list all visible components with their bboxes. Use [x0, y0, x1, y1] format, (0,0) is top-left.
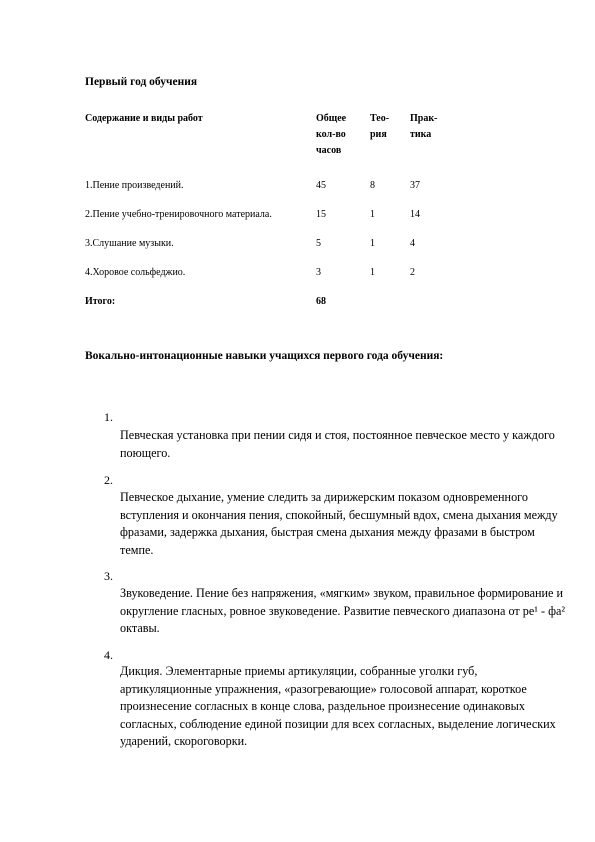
list-item-number: 3. — [104, 569, 113, 583]
header-line: Прак- — [410, 113, 438, 124]
table-row-theory: 1 — [370, 267, 375, 278]
table-row-name: 4.Хоровое сольфеджио. — [85, 267, 186, 278]
table-row-theory: 1 — [370, 209, 375, 220]
list-item-text: Дикция. Элементарные приемы артикуляции, собранные уголки губ, артикуляционные упражнения, «разогревающие» голосовой аппарат, короткое произнесение согласных в конце слова, раздельное произнесение одинаковых согласных, соблюдение единой позиции для всех согласных, выделение логических ударений, скороговорки. — [120, 664, 556, 748]
table-row-theory: 1 — [370, 238, 375, 249]
header-line: кол-во — [316, 129, 346, 140]
header-line: тика — [410, 129, 432, 140]
table-header-total — [316, 111, 346, 159]
table-row-practice: 4 — [410, 238, 415, 249]
list-item-number: 4. — [104, 648, 113, 662]
header-line: рия — [370, 129, 387, 140]
table-row-name: 2.Пение учебно-тренировочного материала. — [85, 209, 272, 220]
table-row-total: 3 — [316, 267, 321, 278]
table-row-name: 3.Слушание музыки. — [85, 238, 174, 249]
list-item-number: 1. — [104, 410, 113, 424]
table-header-theory — [370, 111, 389, 143]
table-row-total: 45 — [316, 180, 326, 191]
list-item-text: Певческое дыхание, умение следить за дирижерским показом одновременного вступления и окончания пения, спокойный, бесшумный вдох, смена дыхания между фразами, задержка дыхания, быстрая смена дыхания между фразами в быстром темпе. — [120, 490, 558, 557]
table-total-value: 68 — [316, 296, 326, 307]
list-item-text: Звуковедение. Пение без напряжения, «мягким» звуком, правильное формирование и округление гласных, ровное звуковедение. Развитие певческого диапазона от ре¹ - фа² октавы. — [120, 586, 566, 635]
table-row-practice: 2 — [410, 267, 415, 278]
table-header-practice — [410, 111, 437, 143]
header-line: Общее — [316, 113, 347, 124]
table-row-practice: 37 — [410, 180, 420, 191]
table-row-name: 1.Пение произведений. — [85, 180, 184, 191]
table-row-total: 15 — [316, 209, 326, 220]
list-item-number: 2. — [104, 473, 113, 487]
section-title: Вокально-интонационные навыки учащихся первого года обучения: — [85, 350, 444, 362]
table-row-total: 5 — [316, 238, 321, 249]
table-row-practice: 14 — [410, 209, 420, 220]
table-row-theory: 8 — [370, 180, 375, 191]
table-total-label: Итого: — [85, 296, 116, 307]
page-title: Первый год обучения — [85, 76, 198, 88]
header-line: часов — [316, 145, 342, 156]
list-item-text: Певческая установка при пении сидя и стоя, постоянное певческое место у каждого поющего. — [120, 428, 555, 460]
header-line: Тео- — [370, 113, 390, 124]
table-header-content: Содержание и виды работ — [85, 113, 203, 124]
